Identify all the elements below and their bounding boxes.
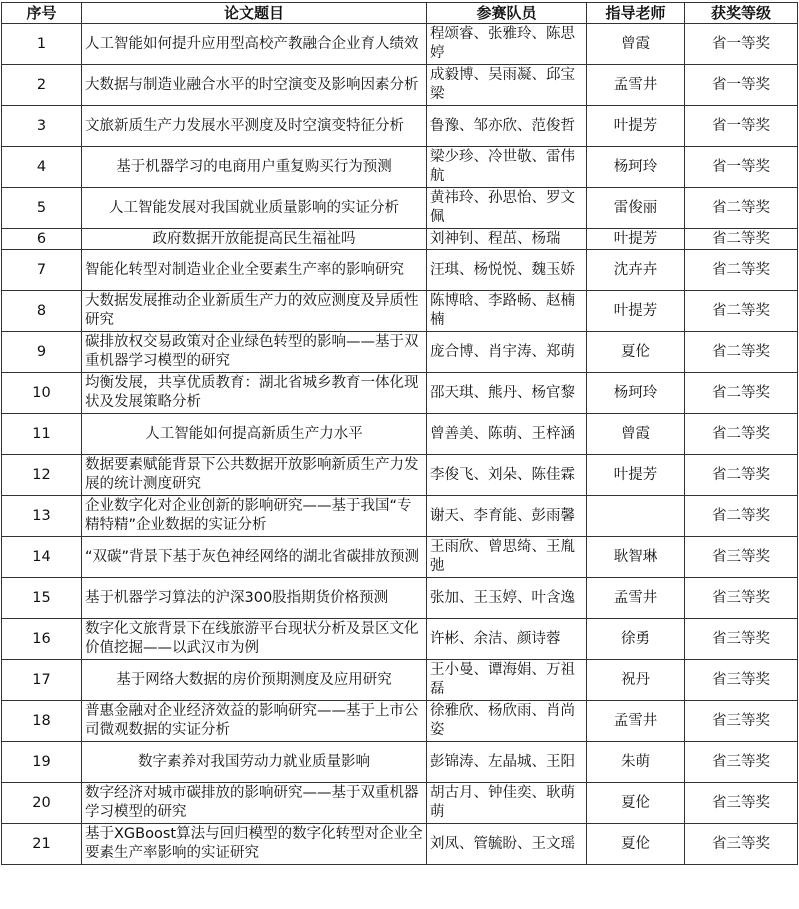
cell-title: 文旅新质生产力发展水平测度及时空演变特征分析 (82, 106, 427, 147)
cell-advisor: 沈卉卉 (587, 250, 685, 291)
cell-no: 11 (2, 414, 82, 455)
cell-no: 4 (2, 147, 82, 188)
cell-no: 14 (2, 537, 82, 578)
cell-level: 省二等奖 (685, 188, 798, 229)
cell-advisor: 耿智琳 (587, 537, 685, 578)
cell-title: 人工智能如何提升应用型高校产教融合企业育人绩效 (82, 24, 427, 65)
table-body (2, 24, 798, 865)
cell-level: 省三等奖 (685, 783, 798, 824)
cell-no: 20 (2, 783, 82, 824)
award-table (1, 2, 798, 865)
cell-team: 李俊飞、刘朵、陈佳霖 (427, 455, 587, 496)
cell-level: 省二等奖 (685, 332, 798, 373)
cell-level: 省二等奖 (685, 455, 798, 496)
cell-title: 大数据发展推动企业新质生产力的效应测度及异质性研究 (82, 291, 427, 332)
cell-level: 省三等奖 (685, 619, 798, 660)
header-title: 论文题目 (82, 3, 427, 24)
cell-no: 8 (2, 291, 82, 332)
award-table-container (1, 2, 798, 865)
cell-level: 省二等奖 (685, 414, 798, 455)
cell-team: 汪琪、杨悦悦、魏玉娇 (427, 250, 587, 291)
header-team: 参赛队员 (427, 3, 587, 24)
cell-team: 谢天、李育能、彭雨馨 (427, 496, 587, 537)
cell-level: 省二等奖 (685, 229, 798, 250)
cell-no: 10 (2, 373, 82, 414)
cell-advisor: 夏伦 (587, 332, 685, 373)
cell-title: 大数据与制造业融合水平的时空演变及影响因素分析 (82, 65, 427, 106)
cell-team: 刘神钊、程茁、杨瑞 (427, 229, 587, 250)
cell-level: 省一等奖 (685, 65, 798, 106)
cell-advisor: 叶提芳 (587, 229, 685, 250)
cell-advisor: 杨珂玲 (587, 373, 685, 414)
cell-team: 程颂睿、张雅玲、陈思婷 (427, 24, 587, 65)
cell-advisor: 夏伦 (587, 824, 685, 865)
table-row (2, 188, 798, 229)
cell-team: 王雨欣、曾思绮、王胤弛 (427, 537, 587, 578)
cell-level: 省三等奖 (685, 537, 798, 578)
cell-team: 刘凤、管毓盼、王文瑶 (427, 824, 587, 865)
cell-title: 数字素养对我国劳动力就业质量影响 (82, 742, 427, 783)
cell-advisor: 孟雪井 (587, 65, 685, 106)
cell-title: 人工智能发展对我国就业质量影响的实证分析 (82, 188, 427, 229)
cell-team: 成毅博、吴雨凝、邱宝梁 (427, 65, 587, 106)
table-row (2, 414, 798, 455)
table-row (2, 106, 798, 147)
cell-title: 普惠金融对企业经济效益的影响研究——基于上市公司微观数据的实证分析 (82, 701, 427, 742)
cell-title: 数字经济对城市碳排放的影响研究——基于双重机器学习模型的研究 (82, 783, 427, 824)
header-advisor: 指导老师 (587, 3, 685, 24)
cell-team: 胡古月、钟佳奕、耿萌萌 (427, 783, 587, 824)
cell-level: 省二等奖 (685, 291, 798, 332)
cell-title: 基于机器学习算法的沪深300股指期货价格预测 (82, 578, 427, 619)
table-row (2, 578, 798, 619)
table-row (2, 783, 798, 824)
table-row (2, 229, 798, 250)
table-row (2, 824, 798, 865)
cell-level: 省二等奖 (685, 496, 798, 537)
cell-title: 智能化转型对制造业企业全要素生产率的影响研究 (82, 250, 427, 291)
cell-title: 数据要素赋能背景下公共数据开放影响新质生产力发展的统计测度研究 (82, 455, 427, 496)
cell-level: 省三等奖 (685, 660, 798, 701)
cell-level: 省二等奖 (685, 373, 798, 414)
cell-level: 省一等奖 (685, 106, 798, 147)
cell-advisor: 叶提芳 (587, 106, 685, 147)
cell-level: 省二等奖 (685, 250, 798, 291)
cell-team: 邵天琪、熊丹、杨官黎 (427, 373, 587, 414)
cell-title: 人工智能如何提高新质生产力水平 (82, 414, 427, 455)
cell-team: 鲁豫、邹亦欣、范俊哲 (427, 106, 587, 147)
cell-no: 17 (2, 660, 82, 701)
cell-team: 庞合博、肖宇涛、郑萌 (427, 332, 587, 373)
cell-level: 省三等奖 (685, 578, 798, 619)
cell-advisor: 孟雪井 (587, 578, 685, 619)
cell-advisor: 孟雪井 (587, 701, 685, 742)
table-row (2, 147, 798, 188)
cell-team: 张加、王玉婷、叶含逸 (427, 578, 587, 619)
cell-advisor: 曾霞 (587, 414, 685, 455)
table-row (2, 496, 798, 537)
cell-no: 21 (2, 824, 82, 865)
cell-team: 陈博晗、李路畅、赵楠楠 (427, 291, 587, 332)
cell-advisor: 叶提芳 (587, 455, 685, 496)
table-row (2, 455, 798, 496)
cell-advisor: 朱萌 (587, 742, 685, 783)
header-level: 获奖等级 (685, 3, 798, 24)
table-row (2, 65, 798, 106)
cell-no: 16 (2, 619, 82, 660)
cell-title: 均衡发展，共享优质教育：湖北省城乡教育一体化现状及发展策略分析 (82, 373, 427, 414)
cell-team: 梁少珍、冷世敬、雷伟航 (427, 147, 587, 188)
cell-no: 9 (2, 332, 82, 373)
header-no: 序号 (2, 3, 82, 24)
table-row (2, 537, 798, 578)
cell-no: 19 (2, 742, 82, 783)
cell-title: 基于网络大数据的房价预期测度及应用研究 (82, 660, 427, 701)
cell-no: 7 (2, 250, 82, 291)
cell-title: 企业数字化对企业创新的影响研究——基于我国“专精特精”企业数据的实证分析 (82, 496, 427, 537)
cell-no: 5 (2, 188, 82, 229)
cell-no: 12 (2, 455, 82, 496)
cell-level: 省一等奖 (685, 24, 798, 65)
cell-no: 18 (2, 701, 82, 742)
table-row (2, 291, 798, 332)
table-row (2, 332, 798, 373)
cell-advisor: 曾霞 (587, 24, 685, 65)
cell-advisor: 雷俊丽 (587, 188, 685, 229)
cell-title: 数字化文旅背景下在线旅游平台现状分析及景区文化价值挖掘——以武汉市为例 (82, 619, 427, 660)
cell-advisor: 杨珂玲 (587, 147, 685, 188)
cell-team: 曾善美、陈萌、王梓涵 (427, 414, 587, 455)
cell-level: 省一等奖 (685, 147, 798, 188)
cell-team: 徐雅欣、杨欣雨、肖尚姿 (427, 701, 587, 742)
table-row (2, 250, 798, 291)
cell-no: 2 (2, 65, 82, 106)
cell-team: 黄祎玲、孙思怡、罗文佩 (427, 188, 587, 229)
cell-no: 1 (2, 24, 82, 65)
cell-no: 6 (2, 229, 82, 250)
cell-team: 王小曼、谭海娟、万祖磊 (427, 660, 587, 701)
cell-advisor: 徐勇 (587, 619, 685, 660)
cell-title: 碳排放权交易政策对企业绿色转型的影响——基于双重机器学习模型的研究 (82, 332, 427, 373)
cell-level: 省三等奖 (685, 742, 798, 783)
table-row (2, 701, 798, 742)
table-row (2, 660, 798, 701)
cell-team: 许彬、余洁、颜诗蓉 (427, 619, 587, 660)
cell-no: 13 (2, 496, 82, 537)
cell-advisor: 夏伦 (587, 783, 685, 824)
cell-advisor: 叶提芳 (587, 291, 685, 332)
cell-title: 政府数据开放能提高民生福祉吗 (82, 229, 427, 250)
cell-advisor (587, 496, 685, 537)
table-row (2, 24, 798, 65)
table-row (2, 742, 798, 783)
cell-no: 3 (2, 106, 82, 147)
cell-title: 基于XGBoost算法与回归模型的数字化转型对企业全要素生产率影响的实证研究 (82, 824, 427, 865)
cell-no: 15 (2, 578, 82, 619)
table-row (2, 373, 798, 414)
cell-title: 基于机器学习的电商用户重复购买行为预测 (82, 147, 427, 188)
cell-advisor: 祝丹 (587, 660, 685, 701)
cell-level: 省三等奖 (685, 824, 798, 865)
cell-level: 省三等奖 (685, 701, 798, 742)
table-row (2, 619, 798, 660)
cell-title: “双碳”背景下基于灰色神经网络的湖北省碳排放预测 (82, 537, 427, 578)
header-row (2, 3, 798, 24)
cell-team: 彭锦涛、左晶城、王阳 (427, 742, 587, 783)
